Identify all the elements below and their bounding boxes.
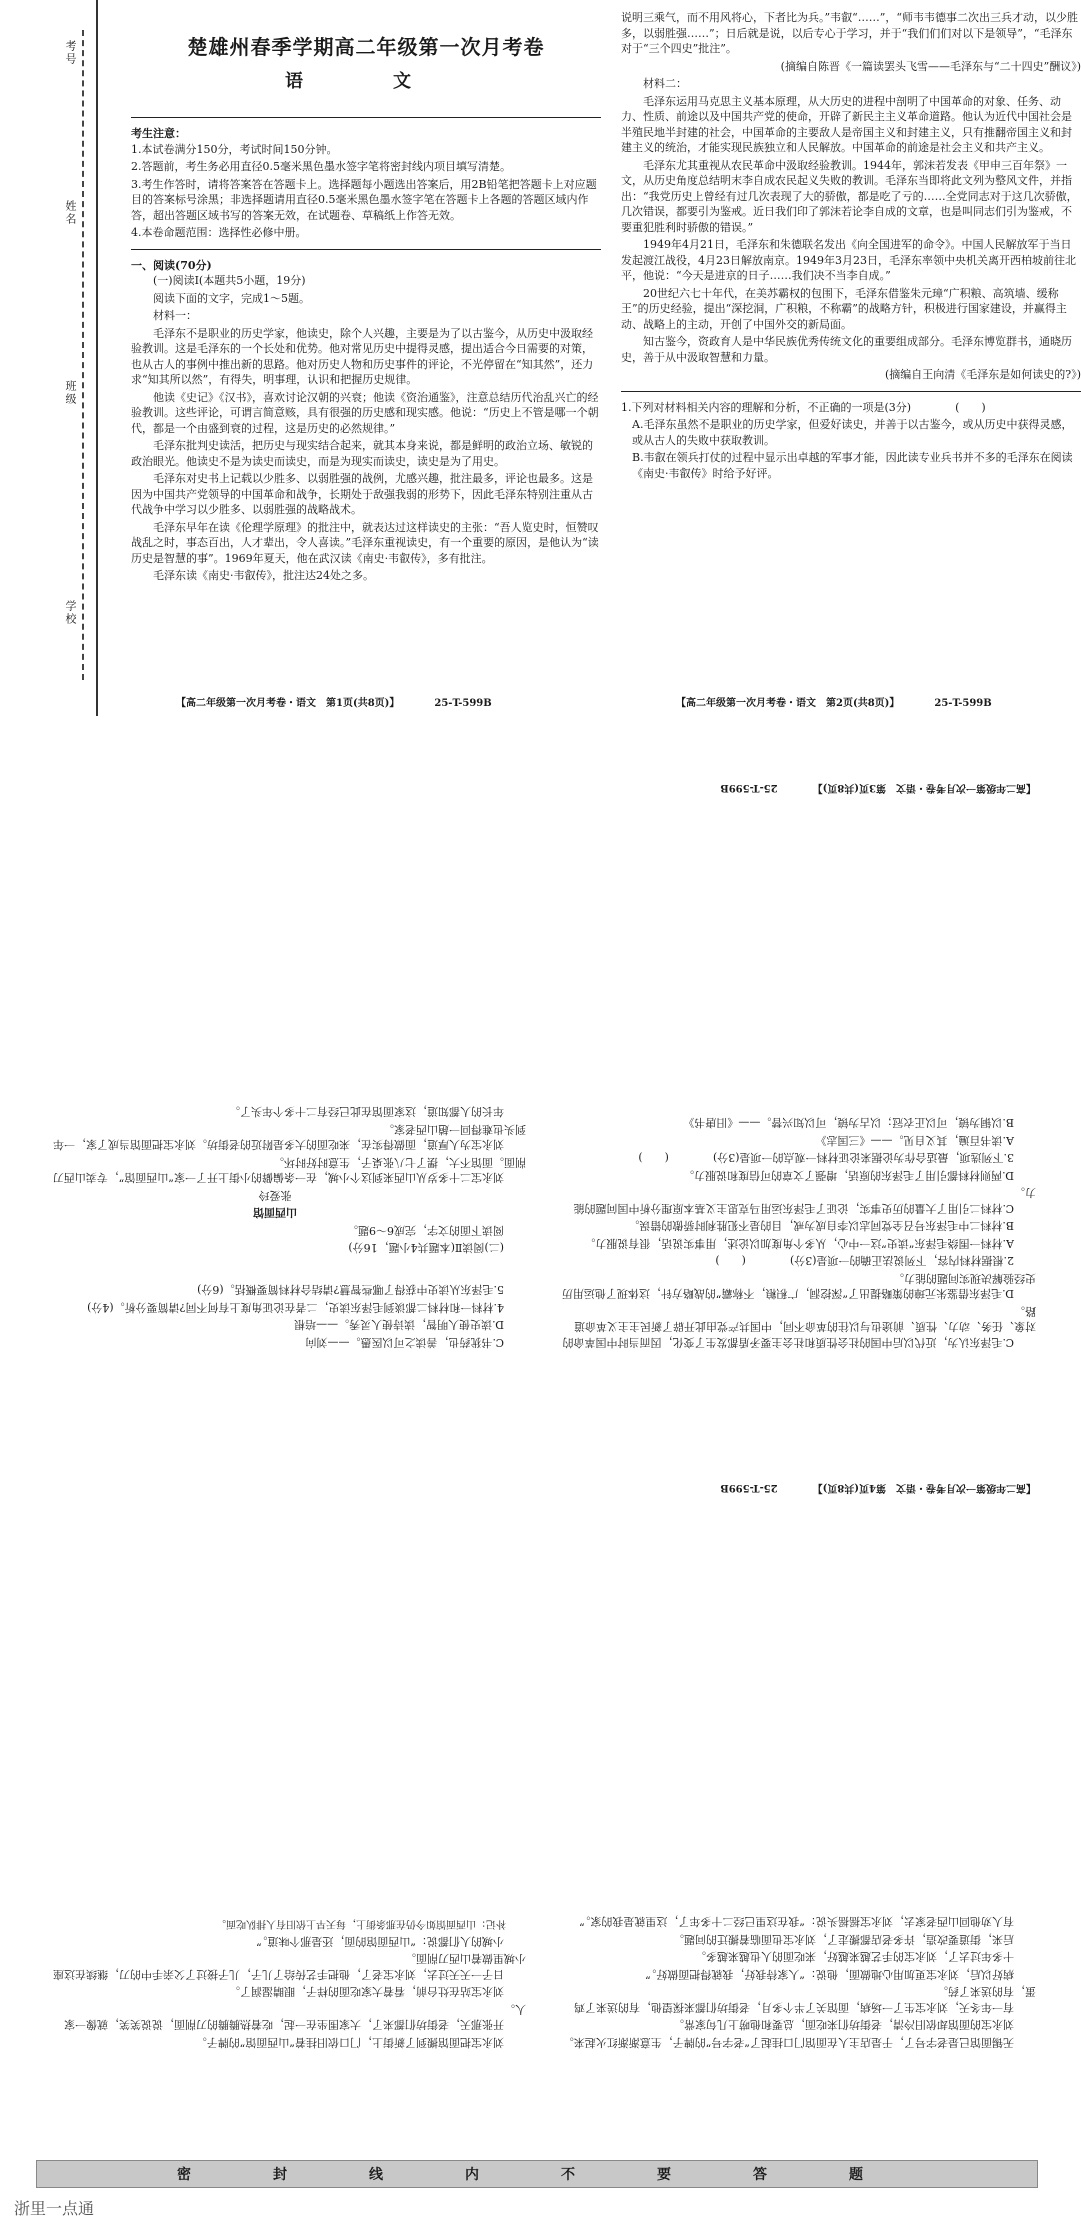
notice-item: 3.考生作答时，请将答案答在答题卡上。选择题每小题选出答案后，用2B铅笔把答题卡上对应题目的答案标号涂黑；非选择题请用直径0.5毫米黑色墨水签字笔在答题卡上各题的答题区域内作答，超出答题区域书写的答案无效，在试题卷、草稿纸上作答无效。 <box>131 177 597 222</box>
paragraph: 毛泽东运用马克思主义基本原理，从大历史的进程中剖明了中国革命的对象、任务、动力、性质、前途以及中国共产党的使命，开辟了新民主主义革命道路。他认为近代中国社会是半殖民地半封建的社会，中国革命的主要敌人是帝国主义和封建主义，只有推翻帝国主义和封建主义的统治，才能实现民族独立和人民解放。中国革命的前途是社会主义和共产主义。 <box>621 94 1072 154</box>
watermark: 浙里一点通 <box>14 2199 95 2218</box>
text-line: 日子一天天过去，刘永宝老了，他把手艺传给了儿子，儿子接过了父亲手中的刀，继续在这座小城里做着山西刀削面。 <box>53 1952 526 1981</box>
story-author: 张爱玲 <box>258 1189 292 1202</box>
page-2 <box>621 10 1081 710</box>
text-line: 小城的人们都说：“山西面馆的面，还是那个味道。” <box>256 1935 504 1948</box>
page-3 <box>36 760 1046 1360</box>
text-line: A.读书百遍，其义自见。——《三国志》 <box>815 1134 1014 1147</box>
text-line: 有人劝他回山西老家去，刘永宝摇摇头说：“我在这里已经二十多年了，这里就是我的家。” <box>579 1915 1014 1929</box>
paragraph: 毛泽东不是职业的历史学家，他读史，除个人兴趣，主要是为了以古鉴今，从历史中汲取经验教训。这是毛泽东的一个长处和优势。他对常见历史中提得灵感，提出适合今日需要的对策，也从古人的事例中推出新的思路。他对历史人物和历史事件的评论，不光停留在“知其然”，还力求“知其所以然”，有得失，明事理，认识和把握历史规律。 <box>131 326 594 386</box>
option: B.韦叡在领兵打仗的过程中显示出卓越的军事才能，因此读专业兵书并不多的毛泽东在阅读《南史·韦叡传》时给予好评。 <box>632 451 1073 480</box>
fold-label-class: 班级 <box>64 380 77 406</box>
text-line: A.材料一围绕毛泽东“读史”这一中心，从多个角度加以论述，用事实说话，很有说服力。 <box>584 1237 1014 1250</box>
fold-label-kaohao: 考号 <box>64 40 77 66</box>
text-line: 刘永宝二十多岁从山西来到这个小城，在一条偏僻的小街上开了一家“山西面馆”，专卖山西刀削面。面馆不大，摆了七八张桌子，生意时好时坏。 <box>52 1156 526 1185</box>
text-line: B.以铜为镜，可以正衣冠；以古为镜，可以知兴替。——《旧唐书》 <box>683 1116 1014 1130</box>
section-heading: 一、阅读(70分) <box>131 258 212 272</box>
material-label: 材料二： <box>643 77 687 90</box>
text-line: C.毛泽东认为，近代以后中国的社会性质和社会主要矛盾都发生了变化，因而当时中国革命的对象、任务、动力、性质、前途也与以往的革命不同，中国共产党由此开辟了新民主主义革命道路。 <box>562 1305 1036 1349</box>
divider <box>621 391 1081 392</box>
text-line: (二)阅读Ⅱ(本题共4小题，16分) <box>348 1241 504 1255</box>
page-4 <box>36 1460 1046 2060</box>
source-note: (摘编自陈晋《一篇读罢头飞雪——毛泽东与“二十四史”酬议》) <box>780 59 1081 73</box>
divider <box>131 249 601 250</box>
text-line: B.材料二中毛泽东号召全党同志以李自成为戒，目的是不犯胜利时骄傲的错误。 <box>628 1219 1014 1233</box>
text-line: 年长的人都知道，这家面馆在此已经有二十多个年头了。 <box>229 1105 504 1119</box>
paragraph: 毛泽东尤其重视从农民革命中汲取经验教训。1944年，郭沫若发表《甲申三百年祭》一文，从历史角度总结明末李自成农民起义失败的教训。毛泽东当即将此文列为整风文件，并指出：“我党历史上曾经有过几次表现了大的骄傲，都是吃了亏的……全党同志对于这几次骄傲，几次错误，都要引为鉴戒。近日我们印了郭沫若论李自成的文章，也是叫同志们引为鉴戒，不要重犯胜利时骄傲的错误。” <box>621 158 1078 234</box>
text-line: 4.材料一和材料二都谈到毛泽东读史，二者在论证角度上有何不同?请简要分析。(4分) <box>87 1301 504 1314</box>
text-line: 刘永宝把面馆搬到了新街上，门口依旧挂着“山西面馆”的牌子。 <box>195 2036 504 2049</box>
paragraph: 毛泽东对史书上记载以少胜多、以弱胜强的战例，尤感兴趣，批注最多，评论也最多。这是因为中国共产党领导的中国革命和战争，长期处于敌强我弱的形势下，因此毛泽东特别注重从古代战争中学习以少胜多、以弱胜强的战略战术。 <box>131 472 593 516</box>
text-line: C.书犹药也，善读之可以医愚。——刘向 <box>305 1336 504 1349</box>
option: A.毛泽东虽然不是职业的历史学家，但爱好读史，并善于以古鉴今，或从历史中获得灵感，或从古人的失败中获取教训。 <box>632 418 1073 447</box>
top-spread <box>36 0 1081 716</box>
paragraph: 毛泽东批判史读活，把历史与现实结合起来，就其本身来说，都是鲜明的政治立场、敏锐的政治眼光。他读史不是为读史而读史，而是为现实而读史，读史是为了用史。 <box>131 439 593 468</box>
text-line: 病好以后，刘永宝更加用心地做面，他说：“人家待我好，我就得把面做好。” <box>645 1968 1014 1981</box>
material-label: 材料一： <box>153 309 197 322</box>
text-line: 后来，街道要改造，许多老店都搬走了，刘永宝也面临着搬迁的问题。 <box>673 1933 1014 1946</box>
binding-margin <box>36 0 98 716</box>
text-line: 十多年过去了，刘永宝的手艺越来越好，来吃面的人也越来越多。 <box>695 1950 1014 1964</box>
story-title: 山西面馆 <box>253 1206 297 1220</box>
paragraph: 毛泽东读《南史·韦叡传》，批注达24处之多。 <box>153 569 374 582</box>
paragraph: 20世纪六七十年代，在美苏霸权的包围下，毛泽东借鉴朱元璋“广积粮、高筑墙、缓称王”的历史经验，提出“深挖洞，广积粮，不称霸”的战略方针，积极进行国家建设，并赢得主动、战略上的主动，开创了中国外交的新局面。 <box>621 286 1067 331</box>
text-line: 开张那天，老街坊们都来了，大家围坐在一起，吃着热腾腾的刀削面，说说笑笑，就像一家人。 <box>64 2003 526 2032</box>
notice-title: 考生注意： <box>131 127 186 140</box>
text-line: D.两则材料都引用了毛泽东的原话，增强了文章的可信度和说服力。 <box>683 1169 1014 1182</box>
paragraph: 知古鉴今，资政育人是中华民族优秀传统文化的重要组成部分。毛泽东博览群书，通晓历史，善于从中汲取智慧和力量。 <box>621 335 1072 364</box>
notice-item: 2.答题前，考生务必用直径0.5毫米黑色墨水签字笔将密封线内项目填写清楚。 <box>131 160 511 173</box>
text-line: 刘永宝站在灶台前，看着大家吃面的样子，眼睛湿润了。 <box>229 1985 504 1999</box>
seal-line-band: 密 封 线 内 不 要 答 题 <box>36 2160 1038 2188</box>
question-1: 1.下列对材料相关内容的理解和分析，不正确的一项是(3分) ( ) <box>621 400 986 414</box>
divider <box>131 117 601 118</box>
text-line: D.毛泽东借鉴朱元璋的策略提出了“深挖洞，广积粮，不称霸”的战略方针，这体现了他运用历史经验解决现实问题的能力。 <box>561 1272 1036 1301</box>
page-4-footer: 【高二年级第一次月考卷・语文 第4页(共8页)】 25-T-599B <box>720 1482 1036 1493</box>
notice-item: 4.本卷命题范围：选择性必修中册。 <box>131 226 307 239</box>
sub-section: (一)阅读Ⅰ(本题共5小题，19分) <box>153 274 306 287</box>
page-1-footer: 【高二年级第一次月考卷・语文 第1页(共8页)】 25-T-599B <box>176 698 492 709</box>
note: 补记：山西面馆如今仍在那条街上，每天早上依旧有人排队吃面。 <box>216 1918 506 1930</box>
page-2-footer: 【高二年级第一次月考卷・语文 第2页(共8页)】 25-T-599B <box>676 698 992 709</box>
paragraph: 说明三乘气，而不用风将心，下者比为兵。”韦叡“……”，“师韦韦德事二次出三兵才动，以少胜多，以弱胜强……”；日后就是说，以后专心于学习，并于“我们们们对以下是领导”，“毛泽东对于“三个四史”批注”。 <box>621 11 1078 55</box>
text-line: 阅读下面的文字，完成6～9题。 <box>347 1224 504 1237</box>
notice-item: 1.本试卷满分150分，考试时间150分钟。 <box>131 142 338 156</box>
text-line: 2.根据材料内容，下列说法正确的一项是(3分) ( ) <box>715 1254 1014 1268</box>
source-note: (摘编自王向清《毛泽东是如何读史的?》) <box>885 368 1081 381</box>
fold-label-school: 学校 <box>64 600 77 626</box>
text-line: 5.毛泽东从读史中获得了哪些智慧?请结合材料简要概括。(6分) <box>197 1283 504 1297</box>
fold-label-name: 姓名 <box>64 200 77 226</box>
text-line: 刘永宝的面馆却依旧冷清，老街坊们来吃面，总要和他唠上几句家常。 <box>673 2018 1014 2032</box>
paragraph: 1949年4月21日，毛泽东和朱德联名发出《向全国进军的命令》。中国人民解放军于当日发起渡江战役，4月23日解放南京。1949年3月23日，毛泽东率领中央机关离开西柏坡前往北平，他说：“今天是进京的日子……我们决不当李自成。” <box>621 238 1076 282</box>
paragraph: 他读《史记》《汉书》，喜欢讨论汉朝的兴衰；他读《资治通鉴》，注意总结历代治乱兴亡的经验教训。这些评论，可谓言简意赅，具有很强的历史感和现实感。他说：“历史上不管是哪一个朝代，都是一个由盛到衰的过程，这是历史的必然规律。” <box>131 390 599 435</box>
paragraph: 毛泽东早年在读《伦理学原理》的批注中，就表达过这样读史的主张：“吾人览史时，恒赞叹战乱之时，事态百出，人才辈出，令人喜读。”毛泽东重视读史，有一个重要的原因，是他认为“读历史是智慧的事”。1969年夏天，他在武汉读《南史·韦叡传》，多有批注。 <box>131 520 599 565</box>
exam-title: 楚雄州春季学期高二年级第一次月考卷 <box>187 35 545 59</box>
binding-dash-line <box>82 30 84 680</box>
text-line: D.读史使人明智，读诗使人灵秀。——培根 <box>294 1318 504 1332</box>
text-line: 3.下列选项，最适合作为论据来论证材料一观点的一项是(3分) ( ) <box>638 1151 1014 1165</box>
page-3-footer: 【高二年级第一次月考卷・语文 第3页(共8页)】 25-T-599B <box>720 782 1036 793</box>
reading-intro: 阅读下面的文字，完成1～5题。 <box>153 291 310 305</box>
page-1 <box>131 10 601 710</box>
text-line: 刘永宝为人厚道，面做得实在，来吃面的大多是附近的老街坊。刘永宝把面馆当成了家，一年到头也难得回一趟山西老家。 <box>53 1123 526 1152</box>
text-line: 有一年冬天，刘永宝生了一场病，面馆关了半个多月，老街坊们都来探望他，有的送来了鸡蛋，有的送来了药。 <box>574 1985 1036 2014</box>
subject-title: 语 文 <box>285 70 447 92</box>
text-line: C.材料二引用了大量的历史事实，论证了毛泽东运用马克思主义基本原理分析中国问题的能力。 <box>573 1186 1036 1215</box>
text-line: 无锡面馆已是老字号了，于是店主人在面馆门口挂起了“老字号”的牌子，生意渐渐红火起来。 <box>562 2036 1014 2049</box>
